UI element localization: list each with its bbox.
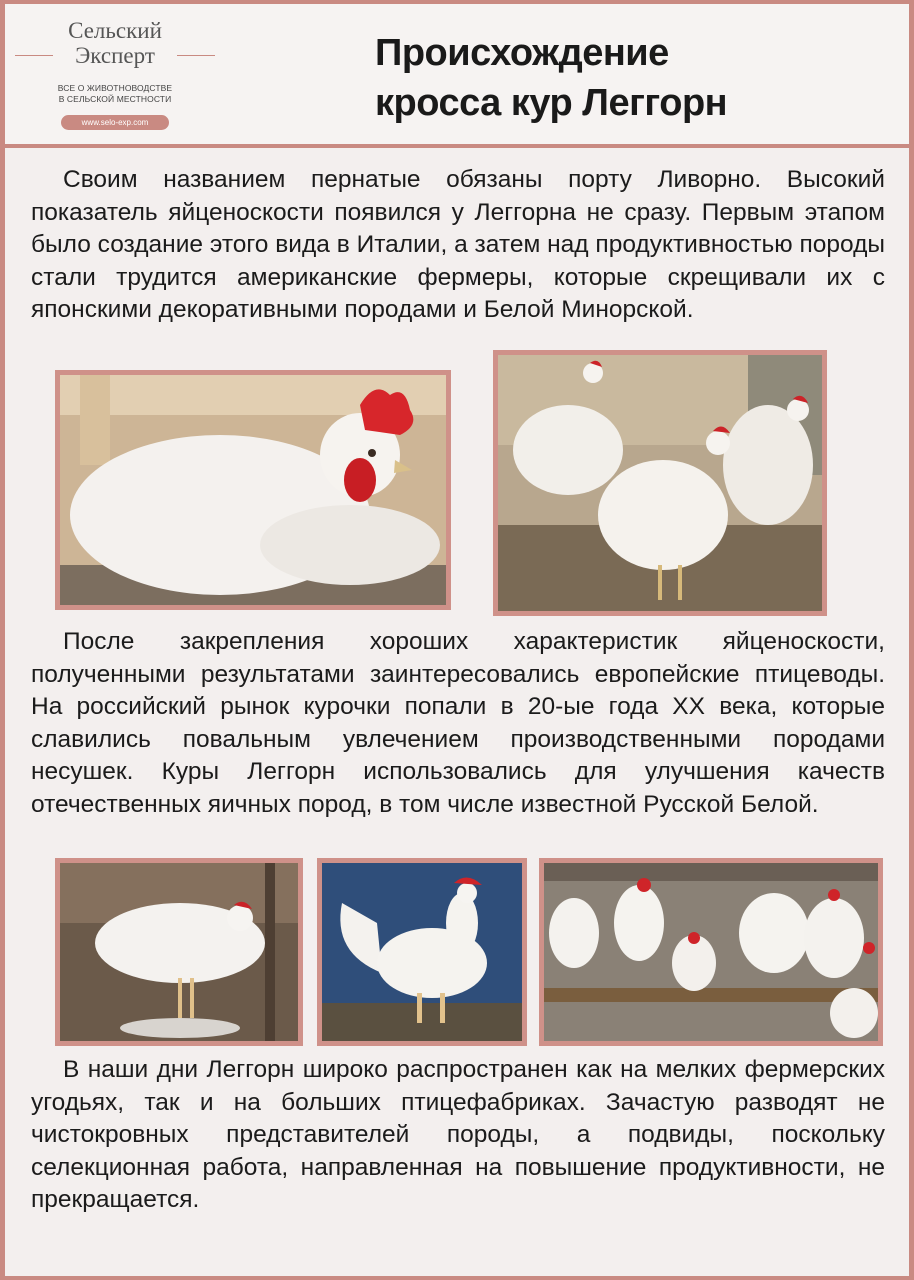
logo-line-2-text: Эксперт — [75, 43, 155, 68]
photo-white-hen-sitting — [55, 370, 451, 610]
paragraph-spread: После закрепления хороших характеристик яйценоскости, полученными результатами заинтересовались европейские птицеводы. На российский рынок курочки попали в 20-ые года XX века, которые славились повальным увлечением производственными породами несушек. Куры Леггорн использовались для улучшения качеств отечественных яичных пород, в том числе известной Русской Белой. — [31, 628, 885, 818]
title-line-1: Происхождение — [375, 32, 669, 74]
rooster-blue-image — [322, 863, 522, 1041]
logo-divider-right — [177, 55, 215, 56]
logo-line-2 — [15, 43, 215, 68]
hen-sitting-image — [60, 375, 446, 605]
page-sheet — [5, 4, 909, 1276]
photo-white-hen-standing — [55, 858, 303, 1046]
photo-white-rooster-blue — [317, 858, 527, 1046]
roosters-yard-image — [498, 355, 822, 611]
logo-tagline-2: В СЕЛЬСКОЙ МЕСТНОСТИ — [58, 94, 172, 104]
title-line-2: кросса кур Леггорн — [375, 82, 728, 124]
site-logo[interactable] — [15, 18, 215, 142]
logo-divider-left — [15, 55, 53, 56]
logo-tagline — [15, 83, 215, 105]
flock-perch-image — [544, 863, 878, 1041]
logo-line-1: Сельский — [68, 18, 162, 43]
photo-flock-on-perch — [539, 858, 883, 1046]
page-title — [375, 28, 875, 128]
logo-tagline-1: ВСЕ О ЖИВОТНОВОДСТВЕ — [57, 83, 173, 93]
hen-standing-image — [60, 863, 298, 1041]
paragraph-today: В наши дни Леггорн широко распространен как на мелких фермерских угодьях, так и на больших птицефабриках. Зачастую разводят не чистокровных представителей породы, а подвиды, поскольку селекционная работа, направленная на повышение продуктивности, не прекращается. — [31, 1056, 885, 1213]
photo-white-roosters-yard — [493, 350, 827, 616]
header — [5, 4, 909, 148]
site-url-badge[interactable]: www.selo-exp.com — [61, 115, 169, 130]
paragraph-origin: Своим названием пернатые обязаны порту Ливорно. Высокий показатель яйценоскости появился у Леггорна не сразу. Первым этапом было создание этого вида в Италии, а затем над продуктивностью породы стали трудится американские фермеры, которые скрещивали их с японскими декоративными породами и Белой Минорской. — [31, 166, 885, 323]
